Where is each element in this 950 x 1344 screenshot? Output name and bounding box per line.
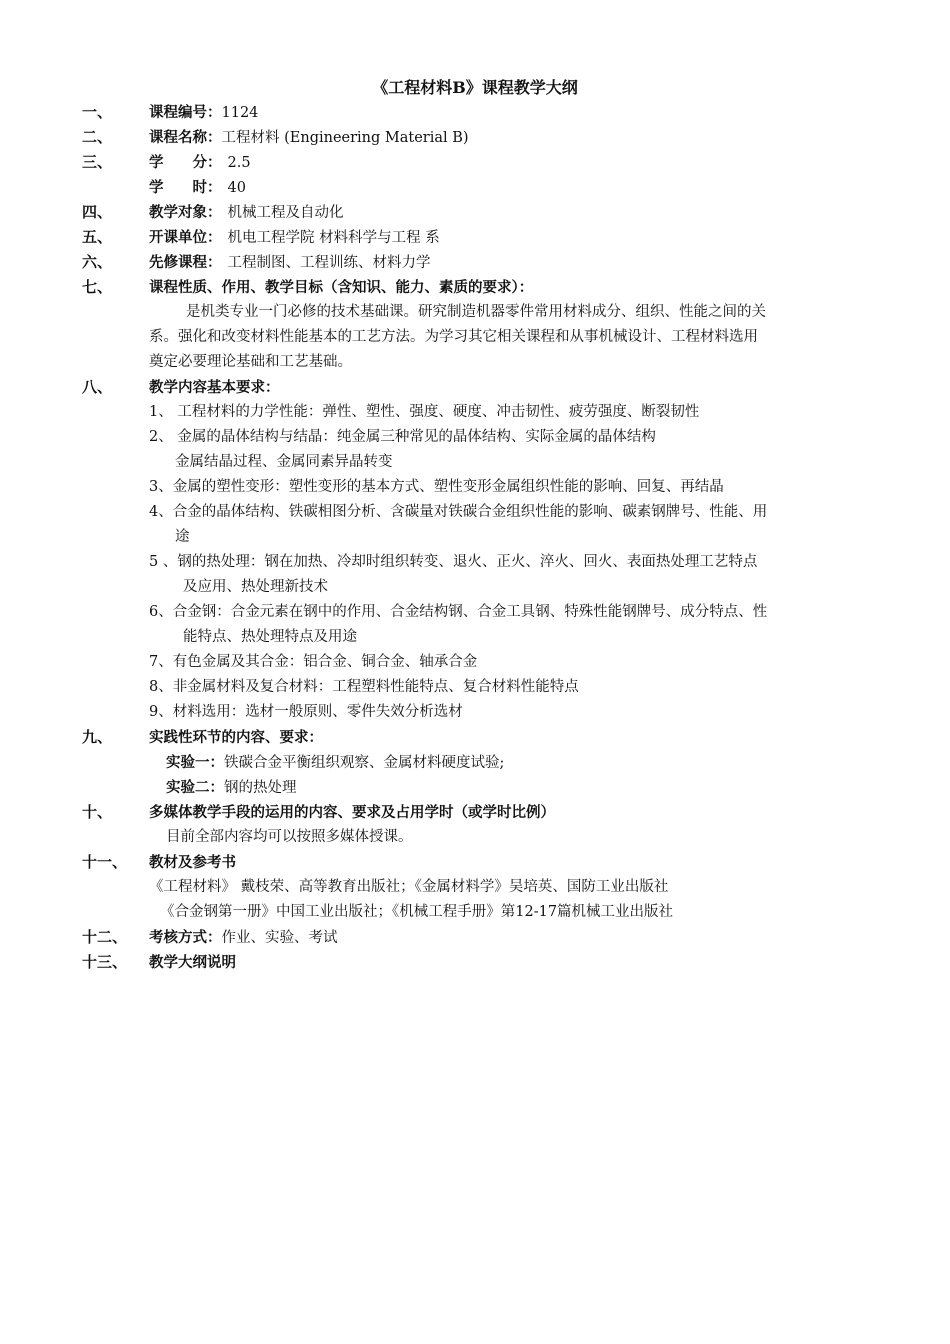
section-8-item-continued: 及应用、热处理新技术 (183, 579, 328, 595)
section-8-item: 5 、钢的热处理：钢在加热、冷却时组织转变、退火、正火、淬火、回火、表面热处理工艺特点 (149, 554, 758, 570)
section-2-number: 二、 (82, 128, 113, 146)
section-7-text-line-1: 是机类专业一门必修的技术基础课。研究制造机器零件常用材料成分、组织、性能之间的关 (186, 304, 766, 320)
section-6-label: 先修课程： (149, 254, 222, 271)
section-4-label: 教学对象： (149, 204, 222, 221)
section-6-number: 六、 (82, 253, 113, 271)
section-1-number: 一、 (82, 103, 113, 121)
experiment-1-value: 铁碳合金平衡组织观察、金属材料硬度试验; (224, 755, 505, 771)
section-12-assessment (149, 925, 338, 951)
section-11-reference-line-2: 《合金钢第一册》中国工业出版社；《机械工程手册》第12-17篇机械工业出版社 (160, 904, 674, 920)
section-9-experiment-2 (166, 775, 297, 801)
section-9-experiment-1 (166, 750, 504, 776)
experiment-2-value: 钢的热处理 (224, 780, 297, 796)
section-10-text: 目前全部内容均可以按照多媒体授课。 (166, 829, 413, 845)
section-3-credits-label: 学 分： (149, 154, 222, 171)
section-1-course-code (149, 100, 258, 126)
section-3-number: 三、 (82, 153, 113, 171)
section-12-number: 十二、 (82, 928, 128, 946)
section-4-number: 四、 (82, 203, 113, 221)
section-7-number: 七、 (82, 278, 113, 296)
section-13-number: 十三、 (82, 953, 128, 971)
section-8-item: 2、 金属的晶体结构与结晶：纯金属三种常见的晶体结构、实际金属的晶体结构 (149, 429, 656, 445)
section-1-label: 课程编号： (149, 104, 222, 121)
section-3-hours (149, 175, 246, 201)
section-3-hours-value: 40 (227, 180, 246, 196)
section-8-number: 八、 (82, 378, 113, 396)
section-11-reference-line-1: 《工程材料》 戴枝荣、高等教育出版社；《金属材料学》吴培英、国防工业出版社 (149, 879, 669, 895)
section-6-prerequisites (149, 250, 431, 276)
section-2-label: 课程名称： (149, 129, 222, 146)
section-11-number: 十一、 (82, 853, 128, 871)
section-2-course-name (149, 125, 469, 151)
section-8-item: 3、金属的塑性变形：塑性变形的基本方式、塑性变形金属组织性能的影响、回复、再结晶 (149, 479, 724, 495)
section-6-value: 工程制图、工程训练、材料力学 (227, 255, 431, 271)
section-8-item: 6、合金钢：合金元素在钢中的作用、合金结构钢、合金工具钢、特殊性能钢牌号、成分特点、性 (149, 604, 768, 620)
section-8-item-continued: 能特点、热处理特点及用途 (183, 629, 357, 645)
experiment-2-label: 实验二： (166, 779, 224, 796)
section-13-label: 教学大纲说明 (149, 954, 236, 971)
section-3-credits (149, 150, 251, 176)
experiment-1-label: 实验一： (166, 754, 224, 771)
section-8-item: 9、材料选用：选材一般原则、零件失效分析选材 (149, 704, 463, 720)
section-8-label: 教学内容基本要求： (149, 379, 280, 396)
section-8-item: 8、非金属材料及复合材料：工程塑料性能特点、复合材料性能特点 (149, 679, 579, 695)
section-4-value: 机械工程及自动化 (227, 205, 344, 221)
section-7-text-line-2: 系。强化和改变材料性能基本的工艺方法。为学习其它相关课程和从事机械设计、工程材料选用 (149, 329, 758, 345)
section-12-value: 作业、实验、考试 (221, 930, 338, 946)
section-9-number: 九、 (82, 728, 113, 746)
section-5-label: 开课单位： (149, 229, 222, 246)
section-10-label: 多媒体教学手段的运用的内容、要求及占用学时（或学时比例） (149, 804, 555, 821)
section-9-label: 实践性环节的内容、要求： (149, 729, 323, 746)
section-7-label: 课程性质、作用、教学目标（含知识、能力、素质的要求）： (149, 279, 534, 296)
section-11-label: 教材及参考书 (149, 854, 236, 871)
section-8-item: 1、 工程材料的力学性能：弹性、塑性、强度、硬度、冲击韧性、疲劳强度、断裂韧性 (149, 404, 700, 420)
section-8-item: 7、有色金属及其合金：铝合金、铜合金、轴承合金 (149, 654, 478, 670)
section-2-value: 工程材料 (Engineering Material B) (221, 130, 469, 146)
section-7-text-line-3: 奠定必要理论基础和工艺基础。 (149, 354, 352, 370)
section-4-audience (149, 200, 344, 226)
section-3-hours-label: 学 时： (149, 179, 222, 196)
section-8-item-continued: 金属结晶过程、金属同素异晶转变 (175, 454, 393, 470)
section-5-department (149, 225, 440, 251)
section-10-number: 十、 (82, 803, 113, 821)
document-title: 《工程材料B》课程教学大纲 (372, 78, 578, 97)
section-3-credits-value: 2.5 (227, 155, 251, 171)
section-5-number: 五、 (82, 228, 113, 246)
section-12-label: 考核方式： (149, 929, 222, 946)
section-8-item: 4、合金的晶体结构、铁碳相图分析、含碳量对铁碳合金组织性能的影响、碳素钢牌号、性能、用 (149, 504, 768, 520)
section-8-item-continued: 途 (175, 529, 190, 545)
section-5-value: 机电工程学院 材料科学与工程 系 (227, 230, 440, 246)
section-1-value: 1124 (221, 105, 259, 121)
